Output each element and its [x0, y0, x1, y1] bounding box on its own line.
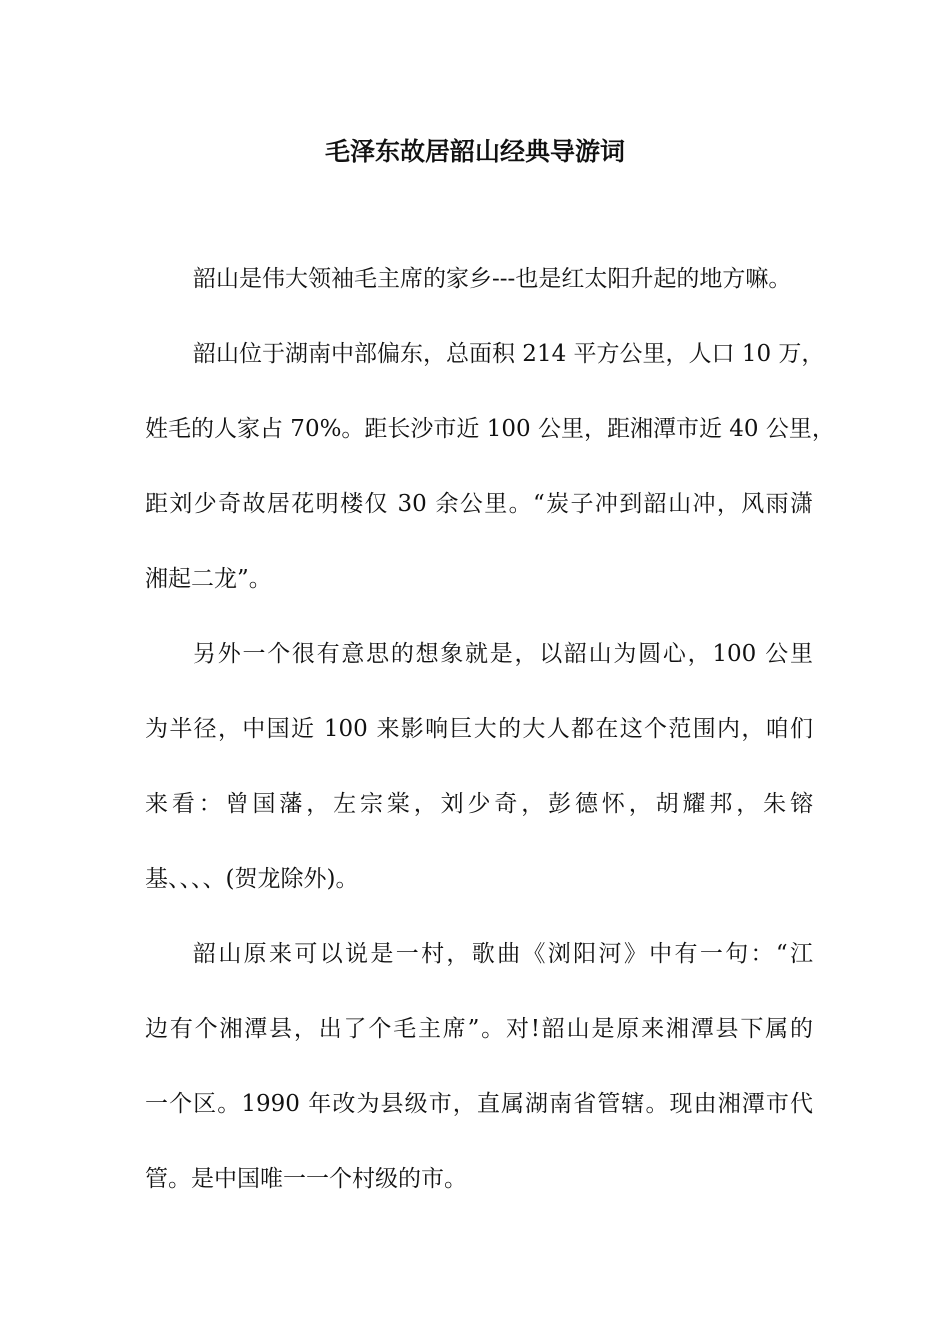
paragraph-line: 基、、、、(贺龙除外)。	[145, 866, 359, 892]
document-body	[145, 255, 835, 1230]
paragraph-line: 边有个湘潭县，出了个毛主席”。对!韶山是原来湘潭县下属的	[145, 1016, 813, 1042]
paragraph-3	[145, 630, 813, 903]
paragraph-line: 一个区。1990 年改为县级市，直属湖南省管辖。现由湘潭市代	[145, 1091, 813, 1117]
paragraph-line: 距刘少奇故居花明楼仅 30 余公里。“炭子冲到韶山冲，风雨潇	[145, 491, 813, 517]
paragraph-line: 为半径，中国近 100 来影响巨大的大人都在这个范围内，咱们	[145, 716, 813, 742]
paragraph-line: 姓毛的人家占 70%。距长沙市近 100 公里，距湘潭市近 40 公里，	[145, 416, 835, 442]
paragraph-line: 管。是中国唯一一个村级的市。	[145, 1166, 467, 1192]
document-title: 毛泽东故居韶山经典导游词	[324, 137, 625, 166]
paragraph-1	[145, 255, 813, 303]
paragraph-line: 韶山位于湖南中部偏东，总面积 214 平方公里，人口 10 万，	[193, 341, 825, 367]
paragraph-line: 韶山原来可以说是一村，歌曲《浏阳河》中有一句：“江	[193, 941, 813, 967]
paragraph-line: 另外一个很有意思的想象就是，以韶山为圆心，100 公里	[193, 641, 813, 667]
paragraph-4	[145, 930, 813, 1203]
paragraph-2	[145, 330, 835, 603]
paragraph-line: 来看：曾国藩，左宗棠，刘少奇，彭德怀，胡耀邦，朱镕	[145, 791, 813, 817]
paragraph-line: 韶山是伟大领袖毛主席的家乡---也是红太阳升起的地方嘛。	[193, 266, 792, 292]
paragraph-line: 湘起二龙”。	[145, 566, 272, 592]
